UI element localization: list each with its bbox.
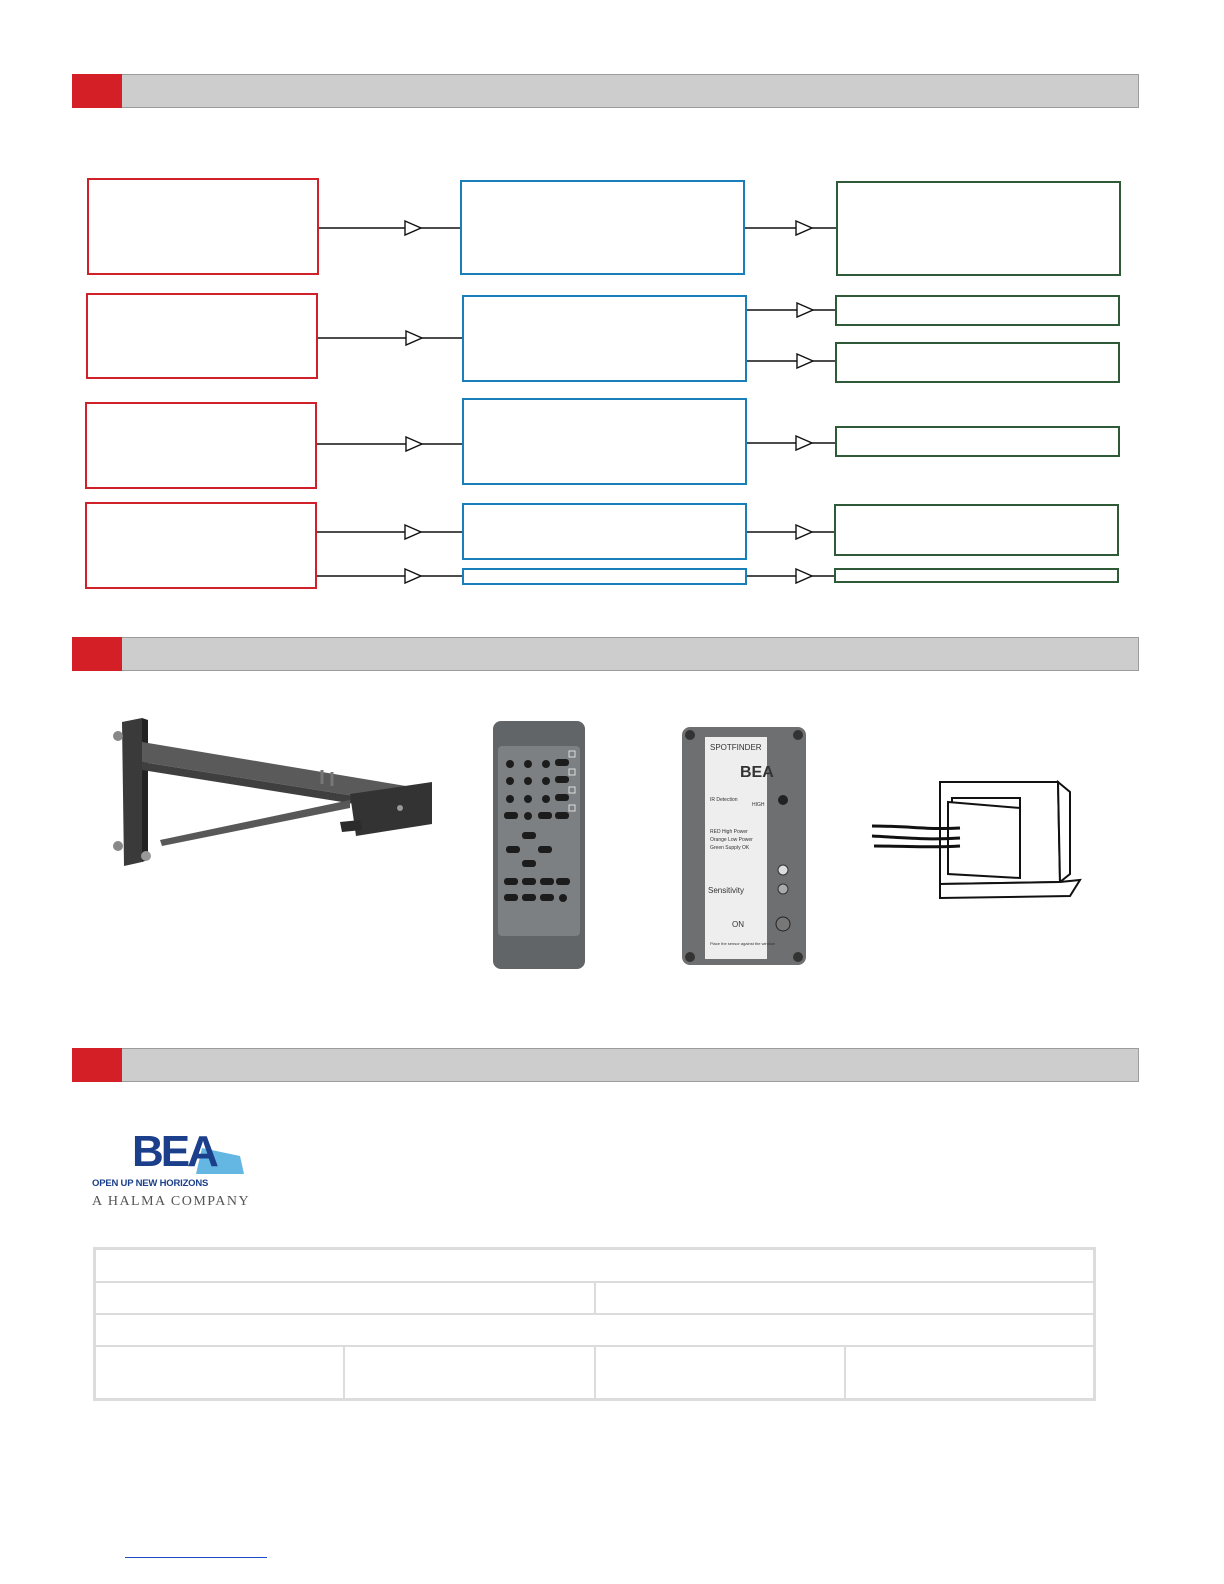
bea-wordmark: BEA [132,1127,216,1176]
table-cell [95,1346,344,1399]
table-row [95,1249,1094,1282]
spotfinder-line2: HIGH [752,802,765,808]
table-row [95,1314,1094,1346]
spotfinder-title: SPOTFINDER [710,743,762,752]
contact-table [93,1247,1096,1401]
table-cell [595,1282,1094,1314]
section-marker [72,637,122,671]
spotfinder-on: ON [732,920,744,929]
logo-company: A HALMA COMPANY [92,1194,251,1209]
spotfinder-tester-image [680,725,808,967]
table-cell [595,1346,845,1399]
spotfinder-logo: BEA [740,764,774,781]
transformer-image [870,778,1085,903]
table-cell [344,1346,595,1399]
table-cell [845,1346,1094,1399]
spotfinder-line1: IR Detection [710,797,738,803]
section-header-bar [72,637,1139,671]
spotfinder-line5: Green Supply OK [710,845,750,851]
table-cell [95,1282,595,1314]
bea-wordmark-image [132,1126,244,1176]
spotfinder-line3: RED High Power [710,829,748,835]
section-header-bar [72,1048,1139,1082]
spotfinder-sensitivity: Sensitivity [708,886,745,895]
bea-logo [92,1126,252,1216]
spotfinder-line4: Orange Low Power [710,837,753,843]
remote-control-image [492,718,586,970]
section-marker [72,1048,122,1082]
spotfinder-footer: Place the sensor against the window [710,941,775,946]
wall-mount-bracket-image [100,712,440,872]
logo-tagline: OPEN UP NEW HORIZONS [92,1178,209,1189]
footer-link[interactable] [125,1557,267,1558]
flow-connectors [0,0,1224,620]
